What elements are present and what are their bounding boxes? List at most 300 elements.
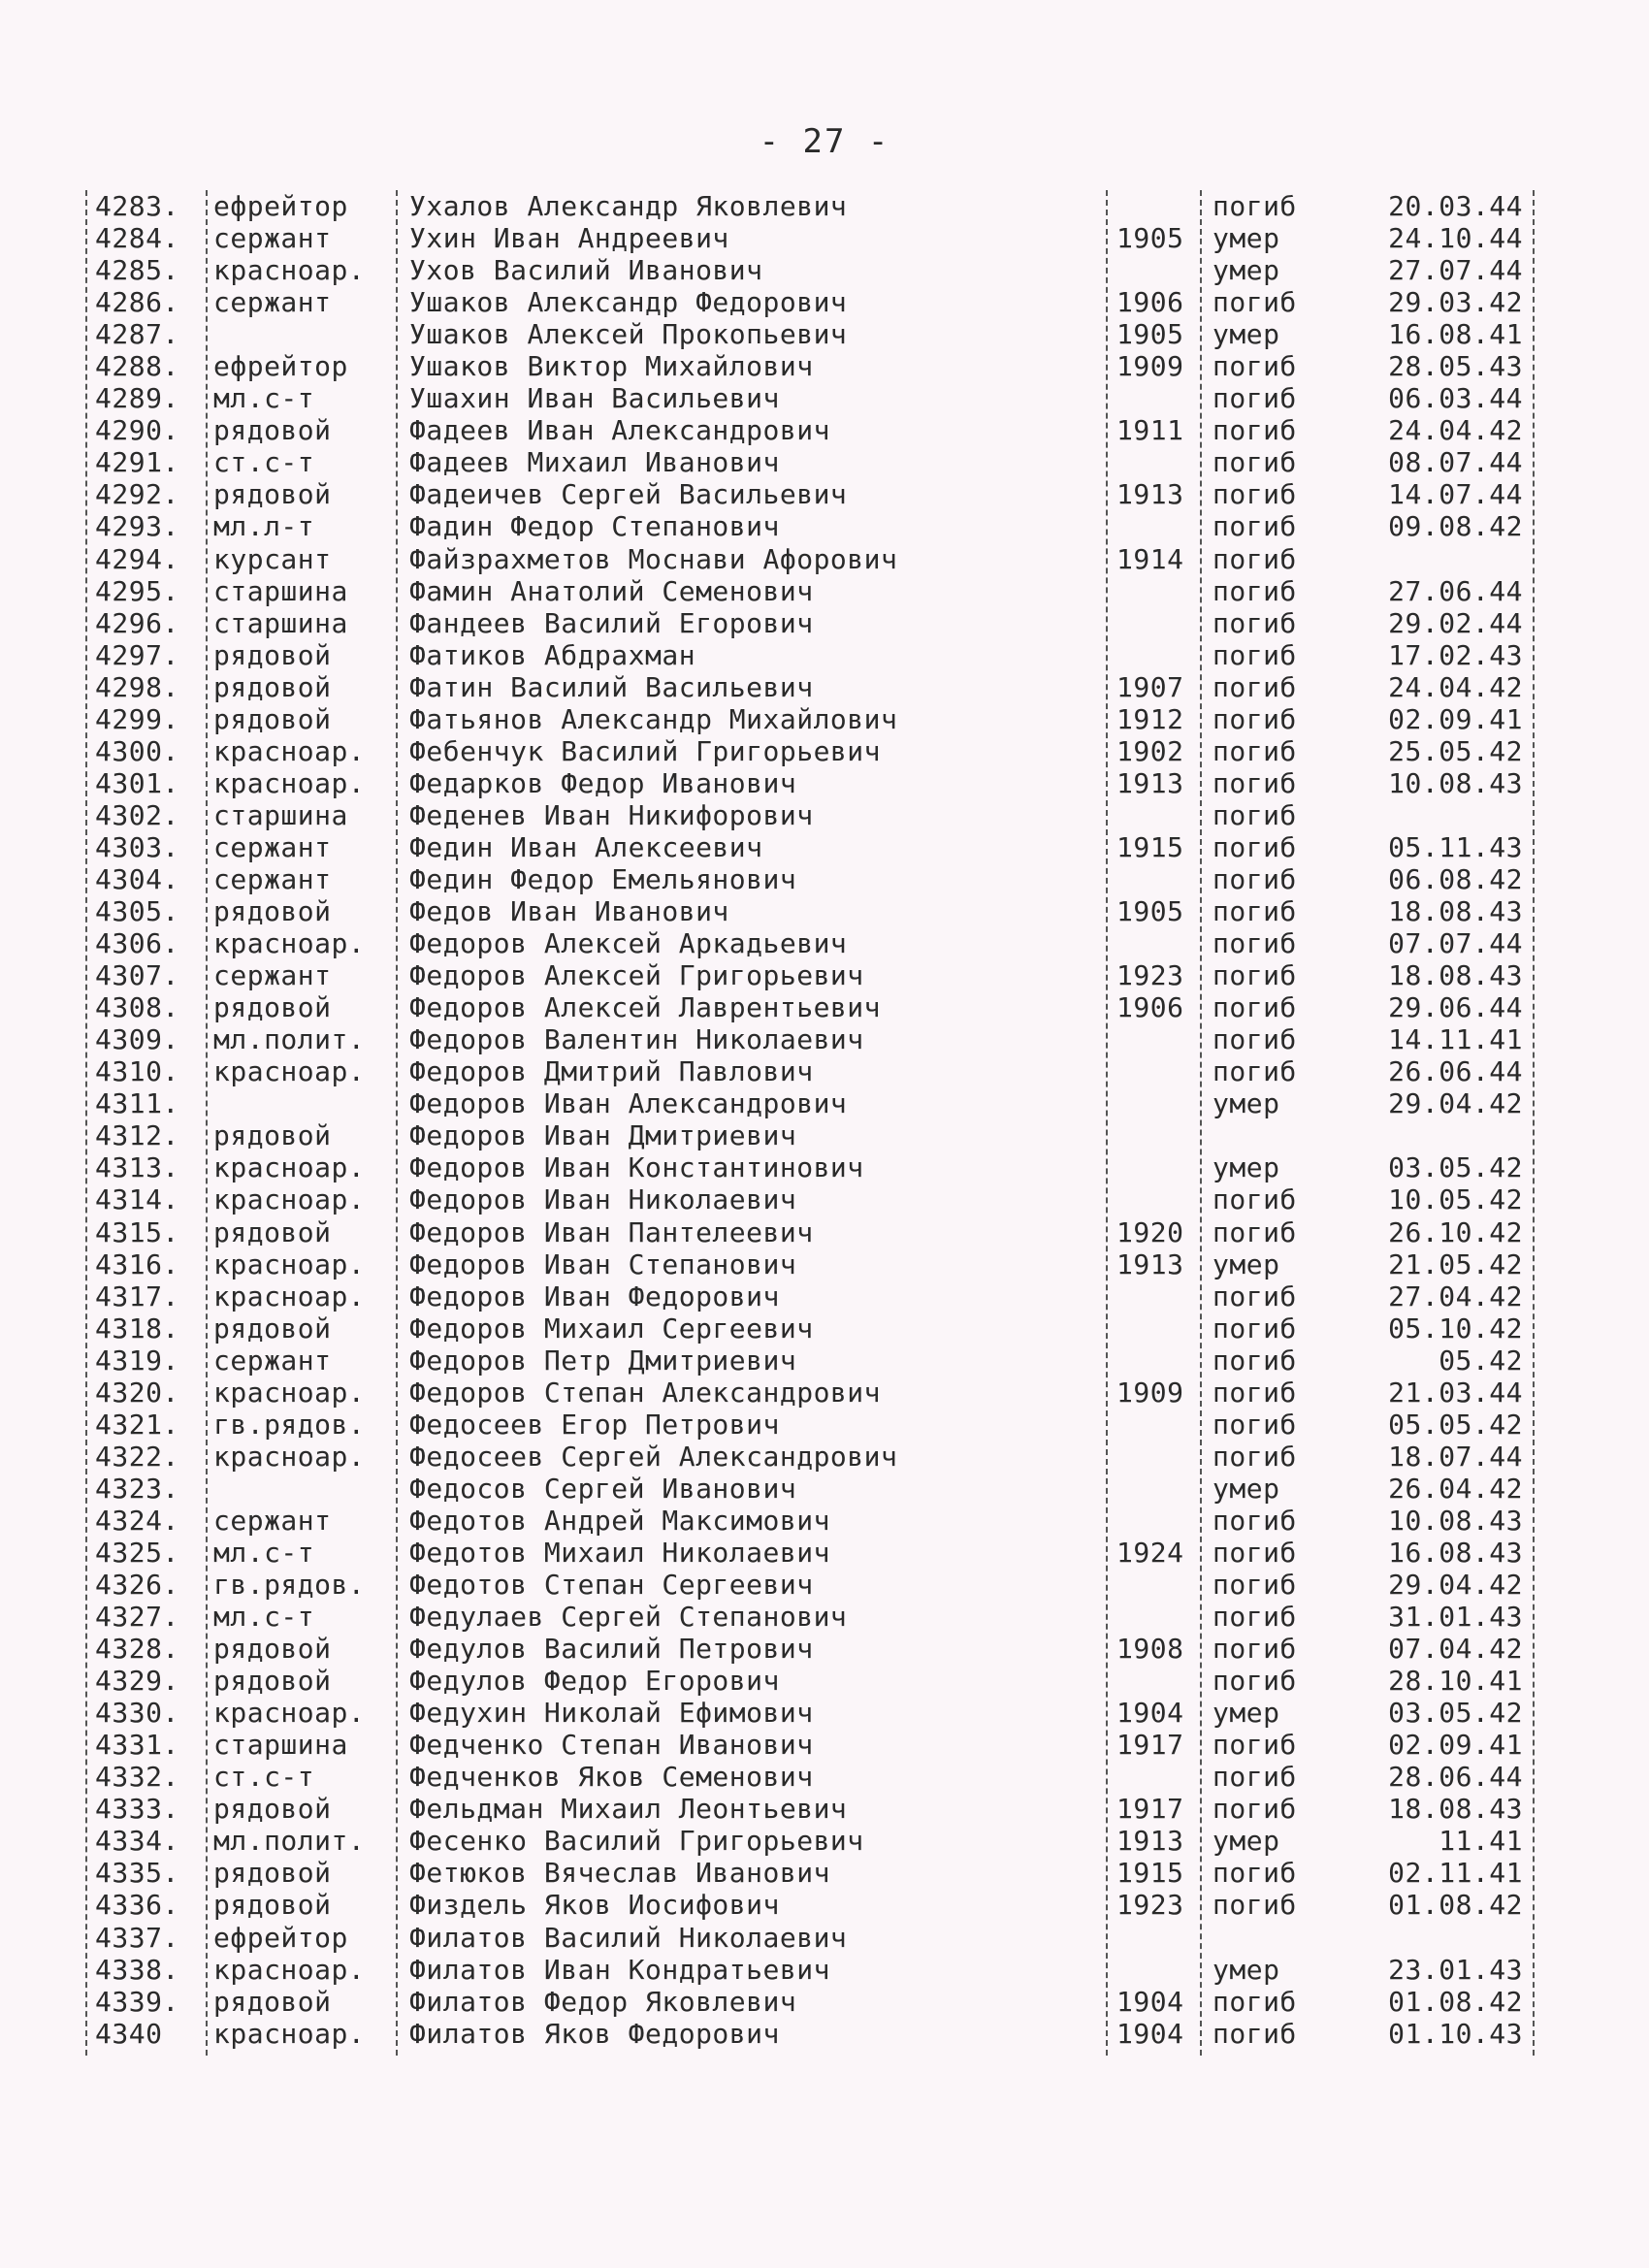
record-rank: рядовой — [213, 1985, 332, 2018]
record-rank: ефрейтор — [213, 1921, 348, 1954]
table-row — [85, 1151, 1540, 1183]
record-number: 4329. — [95, 1665, 179, 1698]
record-date: 03.05.42 — [1388, 1697, 1523, 1730]
record-birth-year: 1923 — [1116, 1889, 1184, 1922]
record-number: 4296. — [95, 606, 179, 639]
record-date: 20.03.44 — [1388, 190, 1523, 222]
record-name: Фадеев Михаил Иванович — [409, 446, 780, 479]
record-name: Фесенко Василий Григорьевич — [409, 1825, 864, 1858]
record-name: Фадеев Иван Александрович — [409, 414, 830, 447]
record-name: Федосов Сергей Иванович — [409, 1472, 797, 1505]
record-number: 4325. — [95, 1536, 179, 1569]
record-status: погиб — [1212, 190, 1297, 222]
record-name: Феденев Иван Никифорович — [409, 798, 814, 831]
record-name: Федоров Петр Дмитриевич — [409, 1344, 797, 1377]
record-date: 01.08.42 — [1388, 1889, 1523, 1922]
table-row — [85, 703, 1540, 735]
record-status: погиб — [1212, 638, 1297, 671]
record-rank: старшина — [213, 574, 348, 607]
record-date: 01.08.42 — [1388, 1985, 1523, 2018]
record-name: Файзрахметов Моснави Афорович — [409, 542, 898, 575]
record-rank: мл.полит. — [213, 1023, 366, 1056]
record-birth-year: 1906 — [1116, 286, 1184, 319]
record-status: погиб — [1212, 606, 1297, 639]
table-row — [85, 959, 1540, 991]
table-row — [85, 382, 1540, 414]
record-date: 29.04.42 — [1388, 1087, 1523, 1120]
record-status: погиб — [1212, 1633, 1297, 1666]
table-row — [85, 350, 1540, 382]
record-date: 27.07.44 — [1388, 254, 1523, 287]
record-number: 4290. — [95, 414, 179, 447]
record-status: погиб — [1212, 1440, 1297, 1473]
record-rank: красноар. — [213, 1376, 366, 1409]
record-name: Федов Иван Иванович — [409, 895, 729, 928]
record-number: 4284. — [95, 222, 179, 255]
table-row — [85, 446, 1540, 478]
table-row — [85, 927, 1540, 959]
record-name: Ухин Иван Андреевич — [409, 222, 729, 255]
record-status: погиб — [1212, 766, 1297, 799]
record-number: 4312. — [95, 1119, 179, 1152]
record-name: Фебенчук Василий Григорьевич — [409, 734, 882, 767]
record-number: 4288. — [95, 350, 179, 383]
record-rank: рядовой — [213, 1215, 332, 1248]
table-row — [85, 1216, 1540, 1248]
record-name: Федоров Иван Пантелеевич — [409, 1215, 814, 1248]
record-rank: красноар. — [213, 1697, 366, 1730]
record-date: 31.01.43 — [1388, 1601, 1523, 1634]
table-row — [85, 799, 1540, 831]
record-name: Филатов Василий Николаевич — [409, 1921, 848, 1954]
record-status: погиб — [1212, 798, 1297, 831]
record-status: погиб — [1212, 1793, 1297, 1826]
record-name: Филатов Яков Федорович — [409, 2017, 780, 2050]
record-name: Федоров Степан Александрович — [409, 1376, 882, 1409]
record-name: Федоров Михаил Сергеевич — [409, 1312, 814, 1345]
record-number: 4313. — [95, 1151, 179, 1184]
record-birth-year: 1905 — [1116, 895, 1184, 928]
record-birth-year: 1906 — [1116, 991, 1184, 1024]
record-rank: мл.с-т — [213, 1536, 315, 1569]
record-birth-year: 1915 — [1116, 830, 1184, 863]
record-rank: рядовой — [213, 670, 332, 703]
record-rank: рядовой — [213, 1793, 332, 1826]
record-number: 4309. — [95, 1023, 179, 1056]
record-rank: рядовой — [213, 991, 332, 1024]
record-rank: рядовой — [213, 1857, 332, 1890]
record-date: 05.05.42 — [1388, 1408, 1523, 1441]
record-name: Федоров Иван Николаевич — [409, 1183, 797, 1216]
record-number: 4289. — [95, 382, 179, 415]
record-number: 4337. — [95, 1921, 179, 1954]
table-row — [85, 1055, 1540, 1087]
record-status: умер — [1212, 1247, 1280, 1280]
record-birth-year: 1913 — [1116, 766, 1184, 799]
record-status: погиб — [1212, 1023, 1297, 1056]
table-row — [85, 639, 1540, 671]
record-rank: красноар. — [213, 734, 366, 767]
record-name: Фадин Федор Степанович — [409, 510, 780, 543]
record-rank: красноар. — [213, 927, 366, 960]
record-number: 4283. — [95, 190, 179, 222]
record-date: 14.11.41 — [1388, 1023, 1523, 1056]
record-number: 4333. — [95, 1793, 179, 1826]
record-rank: сержант — [213, 1504, 332, 1537]
record-rank: мл.л-т — [213, 510, 315, 543]
record-date: 25.05.42 — [1388, 734, 1523, 767]
record-date: 02.09.41 — [1388, 1729, 1523, 1762]
record-status: погиб — [1212, 414, 1297, 447]
record-date: 21.05.42 — [1388, 1247, 1523, 1280]
record-rank: мл.полит. — [213, 1825, 366, 1858]
table-row — [85, 1441, 1540, 1473]
record-status: погиб — [1212, 927, 1297, 960]
record-name: Федарков Федор Иванович — [409, 766, 797, 799]
record-number: 4331. — [95, 1729, 179, 1762]
record-status: умер — [1212, 1825, 1280, 1858]
table-row — [85, 318, 1540, 350]
record-date: 27.06.44 — [1388, 574, 1523, 607]
table-row — [85, 1087, 1540, 1119]
record-name: Федулов Василий Петрович — [409, 1633, 814, 1666]
record-rank: мл.с-т — [213, 382, 315, 415]
record-status: погиб — [1212, 1729, 1297, 1762]
record-status: погиб — [1212, 1761, 1297, 1794]
record-number: 4319. — [95, 1344, 179, 1377]
record-number: 4339. — [95, 1985, 179, 2018]
record-name: Фетюков Вячеслав Иванович — [409, 1857, 830, 1890]
record-rank: красноар. — [213, 1183, 366, 1216]
record-date: 05.42 — [1439, 1344, 1523, 1377]
record-rank: сержант — [213, 830, 332, 863]
record-birth-year: 1917 — [1116, 1729, 1184, 1762]
record-rank: рядовой — [213, 1119, 332, 1152]
record-name: Федотов Михаил Николаевич — [409, 1536, 830, 1569]
record-date: 26.04.42 — [1388, 1472, 1523, 1505]
record-date: 06.03.44 — [1388, 382, 1523, 415]
table-row — [85, 1248, 1540, 1280]
record-birth-year: 1915 — [1116, 1857, 1184, 1890]
record-number: 4311. — [95, 1087, 179, 1120]
record-status: погиб — [1212, 542, 1297, 575]
record-status: погиб — [1212, 286, 1297, 319]
record-rank: сержант — [213, 1344, 332, 1377]
record-date: 14.07.44 — [1388, 478, 1523, 511]
table-row — [85, 1473, 1540, 1505]
table-row — [85, 1793, 1540, 1825]
record-status: погиб — [1212, 1215, 1297, 1248]
record-status: погиб — [1212, 862, 1297, 895]
record-rank: красноар. — [213, 1440, 366, 1473]
record-date: 18.07.44 — [1388, 1440, 1523, 1473]
record-birth-year: 1923 — [1116, 959, 1184, 992]
record-status: погиб — [1212, 1376, 1297, 1409]
record-name: Фатиков Абдрахман — [409, 638, 696, 671]
record-number: 4291. — [95, 446, 179, 479]
record-name: Федоров Валентин Николаевич — [409, 1023, 864, 1056]
record-status: погиб — [1212, 350, 1297, 383]
table-row — [85, 254, 1540, 286]
record-name: Филатов Иван Кондратьевич — [409, 1953, 830, 1986]
record-number: 4321. — [95, 1408, 179, 1441]
record-date: 23.01.43 — [1388, 1953, 1523, 1986]
table-row — [85, 478, 1540, 510]
record-name: Ухов Василий Иванович — [409, 254, 763, 287]
record-status: умер — [1212, 222, 1280, 255]
record-birth-year: 1909 — [1116, 1376, 1184, 1409]
record-birth-year: 1904 — [1116, 1697, 1184, 1730]
record-birth-year: 1920 — [1116, 1215, 1184, 1248]
record-name: Федченков Яков Семенович — [409, 1761, 814, 1794]
record-status: погиб — [1212, 1889, 1297, 1922]
record-name: Ухалов Александр Яковлевич — [409, 190, 848, 222]
record-number: 4327. — [95, 1601, 179, 1634]
record-number: 4332. — [95, 1761, 179, 1794]
record-name: Федоров Алексей Аркадьевич — [409, 927, 848, 960]
record-rank: рядовой — [213, 702, 332, 735]
record-name: Федухин Николай Ефимович — [409, 1697, 814, 1730]
record-date: 09.08.42 — [1388, 510, 1523, 543]
record-rank: рядовой — [213, 478, 332, 511]
record-status: погиб — [1212, 895, 1297, 928]
record-status: погиб — [1212, 1569, 1297, 1602]
table-row — [85, 575, 1540, 607]
record-rank: красноар. — [213, 766, 366, 799]
record-date: 11.41 — [1439, 1825, 1523, 1858]
record-number: 4292. — [95, 478, 179, 511]
record-number: 4326. — [95, 1569, 179, 1602]
record-rank: красноар. — [213, 254, 366, 287]
record-rank: ефрейтор — [213, 350, 348, 383]
table-row — [85, 190, 1540, 222]
record-name: Ушахин Иван Васильевич — [409, 382, 780, 415]
record-name: Федоров Дмитрий Павлович — [409, 1055, 814, 1088]
record-birth-year: 1907 — [1116, 670, 1184, 703]
record-number: 4335. — [95, 1857, 179, 1890]
record-name: Фамин Анатолий Семенович — [409, 574, 814, 607]
record-number: 4340 — [95, 2017, 163, 2050]
record-status: умер — [1212, 1697, 1280, 1730]
record-status: погиб — [1212, 1985, 1297, 2018]
table-row — [85, 1537, 1540, 1569]
record-birth-year: 1905 — [1116, 222, 1184, 255]
record-date: 16.08.41 — [1388, 318, 1523, 351]
record-name: Фельдман Михаил Леонтьевич — [409, 1793, 848, 1826]
record-birth-year: 1913 — [1116, 1247, 1184, 1280]
record-status: погиб — [1212, 1055, 1297, 1088]
record-name: Федин Иван Алексеевич — [409, 830, 763, 863]
record-status: погиб — [1212, 1280, 1297, 1312]
record-date: 29.02.44 — [1388, 606, 1523, 639]
table-row — [85, 607, 1540, 639]
record-status: умер — [1212, 318, 1280, 351]
record-date: 17.02.43 — [1388, 638, 1523, 671]
table-row — [85, 510, 1540, 542]
record-number: 4305. — [95, 895, 179, 928]
table-row — [85, 1312, 1540, 1345]
record-rank: гв.рядов. — [213, 1408, 366, 1441]
record-date: 29.06.44 — [1388, 991, 1523, 1024]
record-birth-year: 1908 — [1116, 1633, 1184, 1666]
table-row — [85, 735, 1540, 767]
record-number: 4285. — [95, 254, 179, 287]
record-birth-year: 1914 — [1116, 542, 1184, 575]
record-status: погиб — [1212, 1536, 1297, 1569]
record-number: 4323. — [95, 1472, 179, 1505]
record-date: 26.10.42 — [1388, 1215, 1523, 1248]
record-birth-year: 1904 — [1116, 2017, 1184, 2050]
record-number: 4303. — [95, 830, 179, 863]
table-row — [85, 222, 1540, 254]
record-number: 4293. — [95, 510, 179, 543]
record-number: 4286. — [95, 286, 179, 319]
record-rank: гв.рядов. — [213, 1569, 366, 1602]
record-status: погиб — [1212, 670, 1297, 703]
record-number: 4324. — [95, 1504, 179, 1537]
record-rank: сержант — [213, 959, 332, 992]
record-date: 06.08.42 — [1388, 862, 1523, 895]
table-row — [85, 671, 1540, 703]
record-rank: мл.с-т — [213, 1601, 315, 1634]
record-rank: красноар. — [213, 2017, 366, 2050]
record-date: 03.05.42 — [1388, 1151, 1523, 1184]
record-status: погиб — [1212, 574, 1297, 607]
record-birth-year: 1913 — [1116, 1825, 1184, 1858]
table-row — [85, 543, 1540, 575]
record-status: погиб — [1212, 1344, 1297, 1377]
record-date: 10.05.42 — [1388, 1183, 1523, 1216]
record-status: погиб — [1212, 382, 1297, 415]
record-name: Федченко Степан Иванович — [409, 1729, 814, 1762]
record-number: 4328. — [95, 1633, 179, 1666]
table-row — [85, 414, 1540, 446]
record-date: 28.05.43 — [1388, 350, 1523, 383]
record-date: 28.10.41 — [1388, 1665, 1523, 1698]
record-table — [85, 190, 1540, 2050]
record-name: Федоров Алексей Григорьевич — [409, 959, 864, 992]
record-rank: сержант — [213, 286, 332, 319]
record-name: Федотов Степан Сергеевич — [409, 1569, 814, 1602]
table-row — [85, 1505, 1540, 1537]
record-number: 4299. — [95, 702, 179, 735]
record-number: 4300. — [95, 734, 179, 767]
table-row — [85, 1601, 1540, 1633]
page-number: - 27 - — [759, 122, 890, 161]
record-name: Федоров Иван Константинович — [409, 1151, 864, 1184]
record-date: 02.09.41 — [1388, 702, 1523, 735]
record-number: 4301. — [95, 766, 179, 799]
record-number: 4330. — [95, 1697, 179, 1730]
table-row — [85, 1889, 1540, 1921]
table-row — [85, 286, 1540, 318]
table-row — [85, 1857, 1540, 1889]
record-rank: ефрейтор — [213, 190, 348, 222]
record-number: 4306. — [95, 927, 179, 960]
record-status: погиб — [1212, 446, 1297, 479]
record-number: 4314. — [95, 1183, 179, 1216]
record-name: Федулов Федор Егорович — [409, 1665, 780, 1698]
record-name: Федин Федор Емельянович — [409, 862, 797, 895]
record-date: 28.06.44 — [1388, 1761, 1523, 1794]
record-number: 4316. — [95, 1247, 179, 1280]
record-name: Федоров Иван Александрович — [409, 1087, 848, 1120]
record-date: 10.08.43 — [1388, 766, 1523, 799]
record-number: 4320. — [95, 1376, 179, 1409]
record-status: погиб — [1212, 1665, 1297, 1698]
table-row — [85, 831, 1540, 863]
record-date: 02.11.41 — [1388, 1857, 1523, 1890]
table-row — [85, 1345, 1540, 1377]
record-date: 24.04.42 — [1388, 414, 1523, 447]
table-row — [85, 1954, 1540, 1986]
record-rank: ст.с-т — [213, 446, 315, 479]
record-rank: рядовой — [213, 1665, 332, 1698]
record-number: 4298. — [95, 670, 179, 703]
record-rank: старшина — [213, 1729, 348, 1762]
record-name: Ушаков Алексей Прокопьевич — [409, 318, 848, 351]
record-date: 05.10.42 — [1388, 1312, 1523, 1345]
record-rank: красноар. — [213, 1280, 366, 1312]
record-birth-year: 1924 — [1116, 1536, 1184, 1569]
record-name: Ушаков Виктор Михайлович — [409, 350, 814, 383]
table-row — [85, 1633, 1540, 1665]
record-status: погиб — [1212, 478, 1297, 511]
record-date: 24.10.44 — [1388, 222, 1523, 255]
record-number: 4304. — [95, 862, 179, 895]
record-rank: ст.с-т — [213, 1761, 315, 1794]
record-number: 4310. — [95, 1055, 179, 1088]
record-number: 4294. — [95, 542, 179, 575]
table-row — [85, 1023, 1540, 1055]
record-status: погиб — [1212, 510, 1297, 543]
record-number: 4297. — [95, 638, 179, 671]
record-name: Фатин Василий Васильевич — [409, 670, 814, 703]
record-birth-year: 1913 — [1116, 478, 1184, 511]
table-row — [85, 1729, 1540, 1761]
record-date: 29.03.42 — [1388, 286, 1523, 319]
record-name: Федосеев Сергей Александрович — [409, 1440, 898, 1473]
record-status: умер — [1212, 1472, 1280, 1505]
table-row — [85, 1697, 1540, 1729]
table-row — [85, 1280, 1540, 1312]
table-row — [85, 863, 1540, 895]
record-name: Фадеичев Сергей Васильевич — [409, 478, 848, 511]
table-row — [85, 1409, 1540, 1441]
record-rank: красноар. — [213, 1151, 366, 1184]
record-date: 27.04.42 — [1388, 1280, 1523, 1312]
record-rank: красноар. — [213, 1247, 366, 1280]
record-rank: старшина — [213, 798, 348, 831]
record-name: Федоров Иван Степанович — [409, 1247, 797, 1280]
record-birth-year: 1904 — [1116, 1985, 1184, 2018]
record-date: 07.04.42 — [1388, 1633, 1523, 1666]
record-rank: сержант — [213, 862, 332, 895]
record-rank: сержант — [213, 222, 332, 255]
table-row — [85, 1377, 1540, 1409]
record-status: погиб — [1212, 2017, 1297, 2050]
table-row — [85, 1761, 1540, 1793]
table-row — [85, 1986, 1540, 2018]
record-status: погиб — [1212, 1408, 1297, 1441]
record-status: умер — [1212, 254, 1280, 287]
record-rank: красноар. — [213, 1953, 366, 1986]
record-status: погиб — [1212, 1857, 1297, 1890]
record-date: 18.08.43 — [1388, 1793, 1523, 1826]
record-name: Фандеев Василий Егорович — [409, 606, 814, 639]
record-number: 4302. — [95, 798, 179, 831]
record-rank: красноар. — [213, 1055, 366, 1088]
